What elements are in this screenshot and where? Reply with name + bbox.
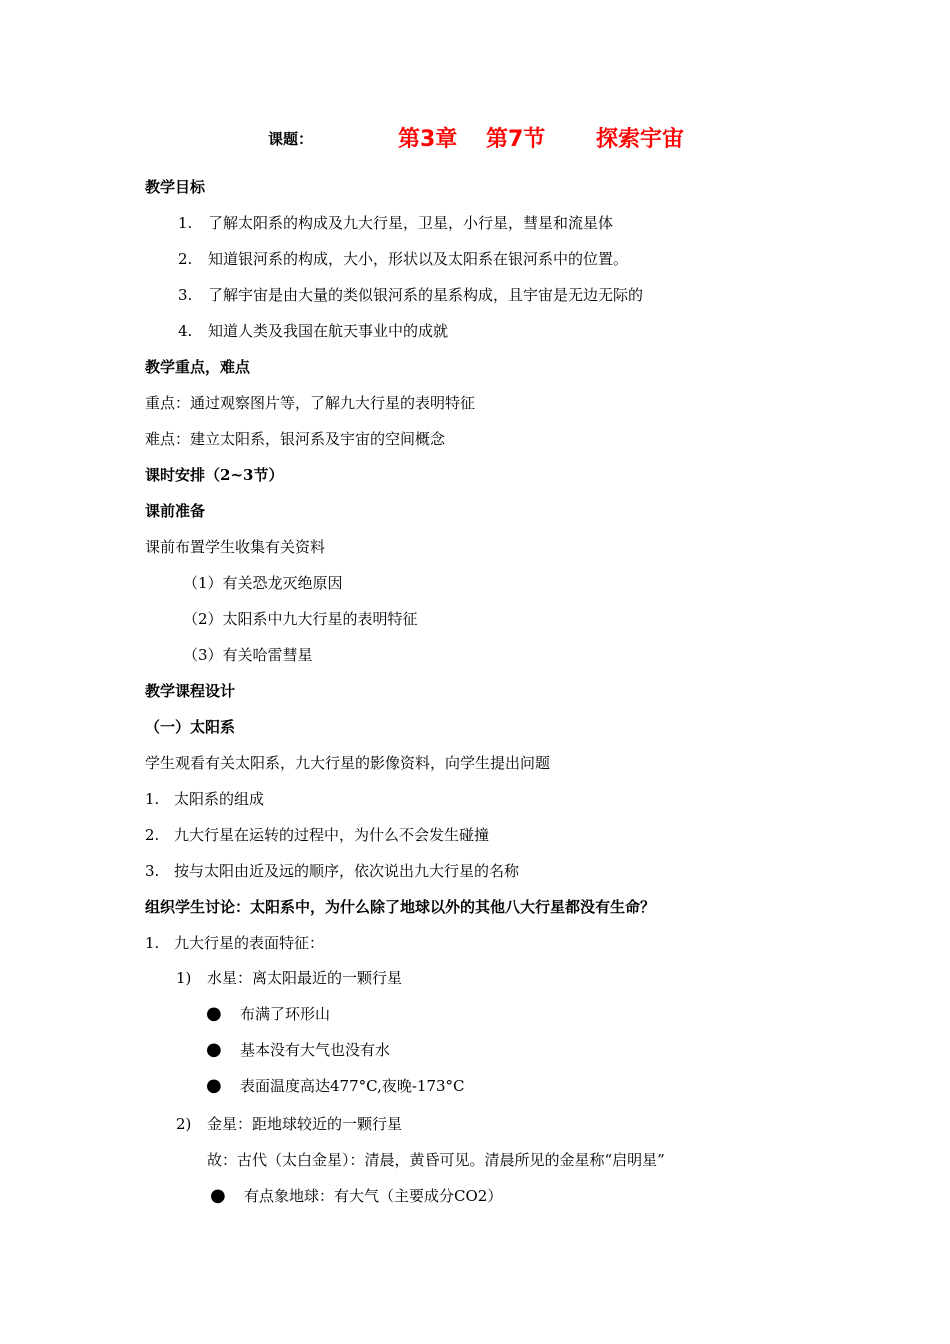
discussion-heading: 组织学生讨论：太阳系中，为什么除了地球以外的其他八大行星都没有生命？ (145, 898, 656, 916)
question-text: 九大行星在运转的过程中，为什么不会发生碰撞 (174, 826, 490, 844)
venus-item (176, 1114, 402, 1134)
prep-heading: 课前准备 (145, 502, 206, 520)
question-number: 1. (145, 790, 160, 808)
title-topic: 探索宇宙 (596, 127, 685, 152)
goal-number: 1. (178, 214, 193, 232)
goal-number: 2. (178, 250, 193, 268)
question-item (145, 861, 519, 881)
goal-item (178, 285, 643, 305)
mercury-bullet-text: 表面温度高达477°C,夜晚-173°C (240, 1077, 465, 1095)
schedule-heading: 课时安排（2~3节） (145, 466, 284, 484)
mercury-bullet-text: 布满了环形山 (240, 1005, 331, 1023)
prep-item: （3）有关哈雷彗星 (183, 646, 313, 664)
venus-number: 2) (176, 1115, 192, 1133)
bullet-icon: ● (206, 1075, 222, 1096)
design-sub-heading: （一）太阳系 (145, 718, 236, 736)
prep-item: （1）有关恐龙灭绝原因 (183, 574, 343, 592)
design-heading: 教学课程设计 (145, 682, 236, 700)
bullet-icon: ● (206, 1003, 222, 1024)
venus-note: 故：古代（太白金星）：清晨，黄昏可见。清晨所见的金星称“启明星” (207, 1151, 665, 1169)
question-number: 2. (145, 826, 160, 844)
title-section: 第7节 (486, 127, 546, 152)
venus-title: 金星：距地球较近的一颗行星 (207, 1115, 403, 1133)
mercury-item (176, 968, 402, 988)
goal-number: 3. (178, 286, 193, 304)
goal-text: 知道银河系的构成，大小，形状以及太阳系在银河系中的位置。 (208, 250, 629, 268)
question-text: 按与太阳由近及远的顺序，依次说出九大行星的名称 (174, 862, 520, 880)
question-number: 3. (145, 862, 160, 880)
goal-item (178, 249, 628, 269)
title-chapter: 第3章 (398, 127, 458, 152)
difficulty-text: 难点：建立太阳系，银河系及宇宙的空间概念 (145, 430, 446, 448)
goal-text: 了解宇宙是由大量的类似银河系的星系构成，且宇宙是无边无际的 (208, 286, 644, 304)
goal-item (178, 213, 613, 233)
goal-text: 了解太阳系的构成及九大行星，卫星，小行星，彗星和流星体 (208, 214, 614, 232)
goal-number: 4. (178, 322, 193, 340)
goals-heading: 教学目标 (145, 178, 206, 196)
goal-item (178, 321, 448, 341)
prep-item: （2）太阳系中九大行星的表明特征 (183, 610, 418, 628)
venus-bullet-text: 有点象地球：有大气（主要成分CO2） (244, 1187, 503, 1205)
question-text: 太阳系的组成 (174, 790, 265, 808)
goal-text: 知道人类及我国在航天事业中的成就 (208, 322, 449, 340)
key-points-heading: 教学重点，难点 (145, 358, 251, 376)
focus-text: 重点：通过观察图片等，了解九大行星的表明特征 (145, 394, 476, 412)
features-title: 九大行星的表面特征： (174, 934, 325, 952)
prep-intro: 课前布置学生收集有关资料 (145, 538, 326, 556)
design-intro: 学生观看有关太阳系，九大行星的影像资料，向学生提出问题 (145, 754, 551, 772)
features-number: 1. (145, 934, 160, 952)
bullet-icon: ● (210, 1185, 226, 1206)
question-item (145, 789, 264, 809)
mercury-title: 水星：离太阳最近的一颗行星 (207, 969, 403, 987)
mercury-number: 1) (176, 969, 192, 987)
bullet-icon: ● (206, 1039, 222, 1060)
features-item (145, 933, 324, 953)
mercury-bullet-text: 基本没有大气也没有水 (240, 1041, 391, 1059)
question-item (145, 825, 489, 845)
title-label: 课题： (268, 130, 314, 148)
